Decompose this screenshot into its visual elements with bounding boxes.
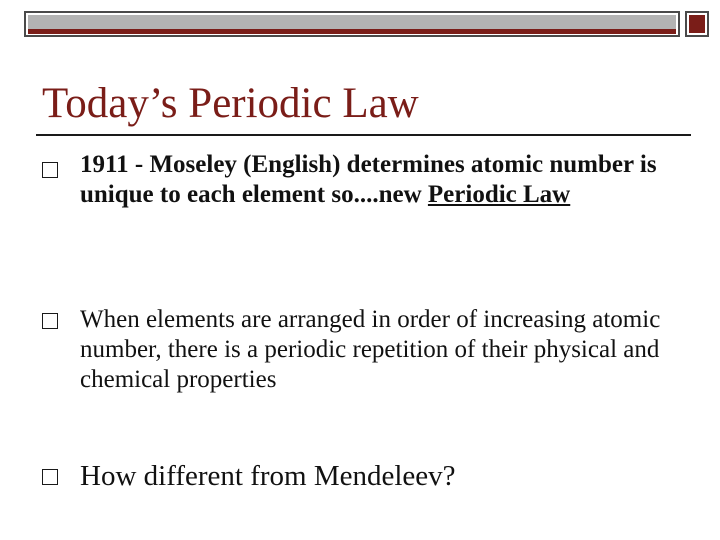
header-corner-square: [685, 11, 709, 37]
bullet-item-1-emphasis: Periodic Law: [427, 181, 571, 208]
bullet-item-2: [80, 305, 680, 395]
slide-title: Today’s Periodic Law: [42, 80, 419, 127]
bullet-square-icon: [42, 162, 58, 178]
bullet-item-1-text: 1911 - Moseley (English) determines atomic number is unique to each element so....new: [80, 151, 657, 208]
header-bar-fill: [28, 15, 676, 29]
bullet-item-2-text: When elements are arranged in order of increasing atomic number, there is a periodic repetition of their physical and chemical properties: [80, 306, 661, 393]
title-divider: [36, 134, 691, 136]
header-decorative-bar: [24, 11, 680, 37]
bullet-square-icon: [42, 313, 58, 329]
bullet-square-icon: [42, 469, 58, 485]
bullet-item-1: [80, 150, 680, 210]
bullet-item-3: [80, 461, 680, 491]
header-bar-accent-line: [28, 29, 676, 34]
bullet-item-3-text: How different from Mendeleev?: [80, 460, 456, 492]
header-corner-square-fill: [689, 15, 705, 33]
